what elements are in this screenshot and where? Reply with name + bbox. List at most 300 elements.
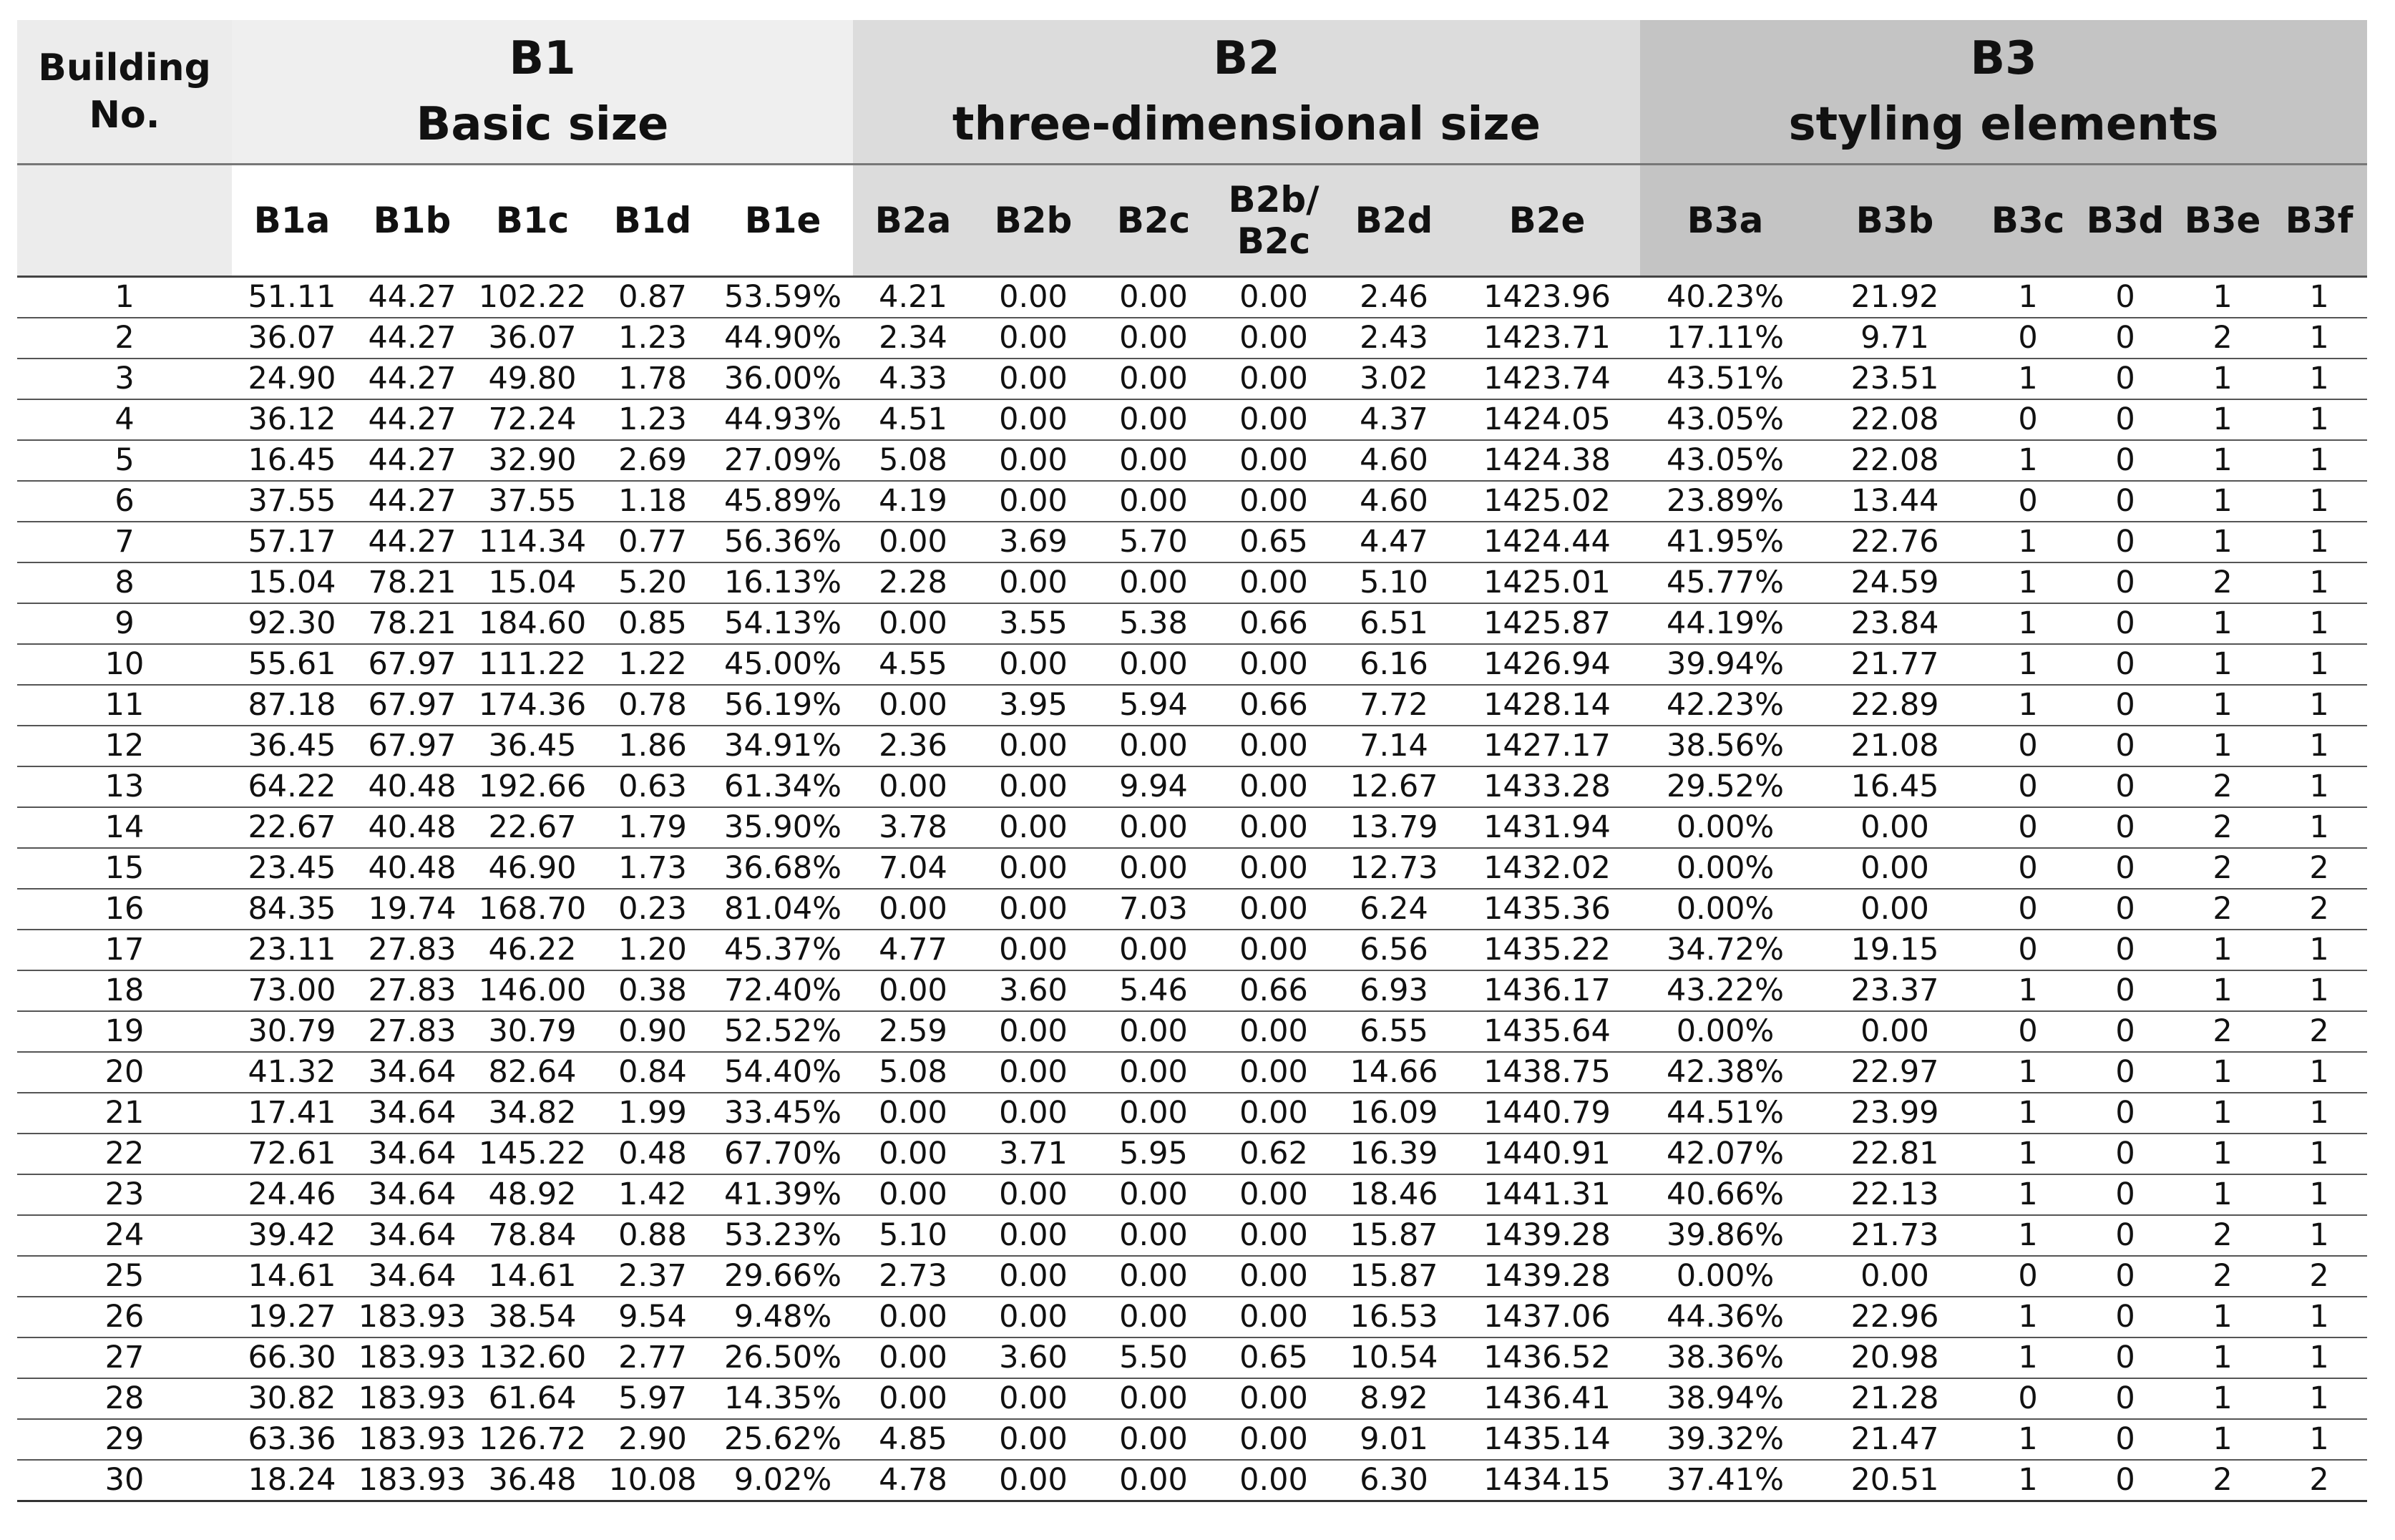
data-cell: 1 [2174,685,2271,726]
building-no-cell: 21 [17,1093,232,1134]
group-title: Basic size [416,98,669,151]
data-cell: 9.71 [1810,318,1979,359]
data-cell: 0 [1979,1378,2077,1419]
data-cell: 1 [2271,1093,2367,1134]
data-cell: 22.76 [1810,522,1979,562]
data-cell: 27.83 [352,1011,472,1052]
data-cell: 2 [2174,1460,2271,1501]
data-cell: 36.68% [713,848,853,889]
data-cell: 1435.36 [1454,889,1640,930]
table-row [17,726,2367,766]
data-cell: 0.88 [592,1215,713,1256]
data-cell: 10.54 [1334,1337,1454,1378]
data-cell: 30.79 [472,1011,592,1052]
building-no-cell: 20 [17,1052,232,1093]
data-cell: 0.00 [1093,399,1214,440]
data-cell: 38.56% [1640,726,1810,766]
data-cell: 3.55 [973,603,1093,644]
data-cell: 78.84 [472,1215,592,1256]
data-cell: 0 [1979,766,2077,807]
data-cell: 16.45 [232,440,352,481]
data-cell: 17.41 [232,1093,352,1134]
data-cell: 3.60 [973,1337,1093,1378]
data-cell: 0.00 [1093,481,1214,522]
table-row [17,848,2367,889]
data-cell: 1 [2271,1378,2367,1419]
data-cell: 0.00 [1214,440,1334,481]
column-header [1214,165,1334,277]
data-cell: 0.00 [973,848,1093,889]
group-header-row [17,20,2367,165]
data-cell: 1423.74 [1454,359,1640,399]
data-cell: 0.00 [973,807,1093,848]
data-cell: 0.00 [1093,440,1214,481]
data-cell: 0.38 [592,970,713,1011]
data-cell: 6.56 [1334,930,1454,970]
data-cell: 3.71 [973,1134,1093,1174]
data-cell: 0.00 [973,766,1093,807]
building-no-label-part: Building [38,47,211,89]
data-cell: 34.64 [352,1052,472,1093]
column-header: B1c [472,165,592,277]
data-cell: 192.66 [472,766,592,807]
data-cell: 4.77 [853,930,973,970]
data-cell: 7.04 [853,848,973,889]
data-cell: 1 [2271,603,2367,644]
data-cell: 1 [1979,1052,2077,1093]
data-cell: 24.59 [1810,562,1979,603]
building-no-cell: 13 [17,766,232,807]
data-cell: 45.89% [713,481,853,522]
data-cell: 1 [2271,644,2367,685]
data-cell: 34.64 [352,1215,472,1256]
data-cell: 5.50 [1093,1337,1214,1378]
data-cell: 1425.87 [1454,603,1640,644]
data-cell: 1 [2174,1419,2271,1460]
data-cell: 36.45 [232,726,352,766]
data-cell: 36.07 [472,318,592,359]
data-cell: 0.00 [973,1419,1093,1460]
data-cell: 0.00 [1214,318,1334,359]
table-row [17,1256,2367,1297]
data-cell: 1.20 [592,930,713,970]
data-cell: 1 [2174,359,2271,399]
data-cell: 2 [2174,807,2271,848]
building-no-cell: 17 [17,930,232,970]
building-no-cell: 14 [17,807,232,848]
data-cell: 82.64 [472,1052,592,1093]
data-cell: 1424.38 [1454,440,1640,481]
data-cell: 1 [2174,277,2271,318]
building-no-header [17,20,232,165]
data-cell: 1 [2271,1052,2367,1093]
data-cell: 36.48 [472,1460,592,1501]
data-cell: 30.79 [232,1011,352,1052]
data-cell: 1438.75 [1454,1052,1640,1093]
data-cell: 1.42 [592,1174,713,1215]
data-cell: 2.73 [853,1256,973,1297]
data-cell: 53.59% [713,277,853,318]
data-cell: 9.94 [1093,766,1214,807]
building-no-cell: 11 [17,685,232,726]
table-row [17,1337,2367,1378]
data-cell: 0.00 [853,970,973,1011]
data-cell: 22.08 [1810,399,1979,440]
data-cell: 22.13 [1810,1174,1979,1215]
data-cell: 0 [2077,1174,2174,1215]
data-cell: 2.90 [592,1419,713,1460]
data-cell: 29.52% [1640,766,1810,807]
data-cell: 0.00% [1640,1011,1810,1052]
data-cell: 72.40% [713,970,853,1011]
data-cell: 3.60 [973,970,1093,1011]
data-cell: 27.83 [352,930,472,970]
data-cell: 44.27 [352,399,472,440]
data-cell: 27.83 [352,970,472,1011]
data-cell: 1 [2174,1297,2271,1337]
data-cell: 36.12 [232,399,352,440]
data-cell: 1 [2174,1378,2271,1419]
data-cell: 0 [2077,318,2174,359]
data-cell: 4.19 [853,481,973,522]
data-cell: 7.72 [1334,685,1454,726]
data-cell: 36.00% [713,359,853,399]
data-cell: 1.23 [592,318,713,359]
data-cell: 15.04 [232,562,352,603]
data-cell: 0 [2077,1337,2174,1378]
data-cell: 55.61 [232,644,352,685]
data-cell: 25.62% [713,1419,853,1460]
data-cell: 1440.79 [1454,1093,1640,1134]
data-cell: 0 [2077,644,2174,685]
data-cell: 146.00 [472,970,592,1011]
table-row [17,277,2367,318]
data-cell: 0.00 [853,1297,973,1337]
data-cell: 0.00 [973,1052,1093,1093]
data-cell: 1 [2174,1093,2271,1134]
data-cell: 1 [2174,1052,2271,1093]
data-cell: 0.48 [592,1134,713,1174]
data-cell: 1 [1979,1134,2077,1174]
data-cell: 0.00 [1093,1256,1214,1297]
data-cell: 1424.44 [1454,522,1640,562]
data-cell: 43.05% [1640,440,1810,481]
data-cell: 0 [2077,481,2174,522]
data-cell: 0 [1979,930,2077,970]
data-cell: 1.86 [592,726,713,766]
building-no-cell: 2 [17,318,232,359]
table-row [17,1011,2367,1052]
table-row [17,1134,2367,1174]
data-cell: 6.51 [1334,603,1454,644]
data-cell: 0.00 [1093,1419,1214,1460]
table-row [17,1093,2367,1134]
table-row [17,644,2367,685]
data-cell: 53.23% [713,1215,853,1256]
data-cell: 2 [2174,318,2271,359]
data-cell: 5.08 [853,440,973,481]
group-header-b1 [232,20,853,165]
data-cell: 0.00 [853,603,973,644]
data-cell: 0.00 [1214,726,1334,766]
data-cell: 0.00 [853,889,973,930]
data-cell: 44.36% [1640,1297,1810,1337]
data-cell: 67.97 [352,685,472,726]
data-cell: 40.23% [1640,277,1810,318]
data-cell: 54.13% [713,603,853,644]
data-cell: 63.36 [232,1419,352,1460]
column-header: B3c [1979,165,2077,277]
data-cell: 1 [2271,399,2367,440]
data-cell: 0.00 [973,1174,1093,1215]
data-cell: 1 [2271,359,2367,399]
data-cell: 67.70% [713,1134,853,1174]
column-header: B1b [352,165,472,277]
building-no-cell: 3 [17,359,232,399]
data-cell: 23.11 [232,930,352,970]
data-cell: 23.84 [1810,603,1979,644]
data-cell: 1436.52 [1454,1337,1640,1378]
data-cell: 1 [2174,481,2271,522]
data-cell: 42.07% [1640,1134,1810,1174]
table-row [17,970,2367,1011]
data-cell: 0.00 [1214,399,1334,440]
data-cell: 1 [1979,644,2077,685]
data-cell: 0.00 [853,685,973,726]
data-cell: 0 [2077,685,2174,726]
data-cell: 0.62 [1214,1134,1334,1174]
data-cell: 132.60 [472,1337,592,1378]
column-header: B1e [713,165,853,277]
data-cell: 0 [2077,522,2174,562]
data-cell: 34.72% [1640,930,1810,970]
data-cell: 2.77 [592,1337,713,1378]
data-cell: 21.92 [1810,277,1979,318]
data-cell: 0.65 [1214,522,1334,562]
data-cell: 0.00 [1093,1093,1214,1134]
data-cell: 0 [2077,440,2174,481]
data-cell: 22.97 [1810,1052,1979,1093]
data-cell: 1424.05 [1454,399,1640,440]
data-cell: 0 [2077,807,2174,848]
data-cell: 0 [1979,726,2077,766]
data-cell: 45.00% [713,644,853,685]
data-cell: 0.00 [1093,277,1214,318]
data-cell: 0.65 [1214,1337,1334,1378]
building-no-cell: 28 [17,1378,232,1419]
data-cell: 0.00 [1214,1011,1334,1052]
data-cell: 0.00 [1093,807,1214,848]
data-cell: 23.51 [1810,359,1979,399]
table-row [17,359,2367,399]
data-cell: 42.38% [1640,1052,1810,1093]
data-cell: 21.28 [1810,1378,1979,1419]
data-cell: 1 [2174,440,2271,481]
data-cell: 4.51 [853,399,973,440]
data-cell: 5.70 [1093,522,1214,562]
group-code: B2 [1213,32,1280,85]
column-header-blank [17,165,232,277]
table-row [17,1174,2367,1215]
data-cell: 0 [2077,1378,2174,1419]
data-cell: 12.67 [1334,766,1454,807]
data-cell: 64.22 [232,766,352,807]
data-cell: 38.54 [472,1297,592,1337]
data-cell: 23.89% [1640,481,1810,522]
data-cell: 0 [2077,562,2174,603]
data-cell: 1 [1979,1460,2077,1501]
data-cell: 2.36 [853,726,973,766]
data-cell: 0 [1979,318,2077,359]
data-cell: 1423.96 [1454,277,1640,318]
data-cell: 0.00 [973,1011,1093,1052]
table-row [17,1052,2367,1093]
data-cell: 2.34 [853,318,973,359]
data-cell: 81.04% [713,889,853,930]
data-cell: 0.00 [1810,1256,1979,1297]
data-cell: 1 [2174,1134,2271,1174]
column-header: B2a [853,165,973,277]
data-cell: 1 [2271,1297,2367,1337]
group-code: B3 [1970,32,2037,85]
data-cell: 0.00 [1093,1174,1214,1215]
data-cell: 1 [2271,318,2367,359]
data-cell: 0.00 [853,1174,973,1215]
data-cell: 0 [2077,726,2174,766]
building-no-cell: 9 [17,603,232,644]
data-cell: 1 [2271,685,2367,726]
data-cell: 0.63 [592,766,713,807]
data-cell: 36.07 [232,318,352,359]
data-cell: 0.00 [1093,1052,1214,1093]
data-cell: 40.48 [352,848,472,889]
data-cell: 0 [1979,399,2077,440]
column-header: B3f [2271,165,2367,277]
data-cell: 0 [2077,848,2174,889]
table-row [17,1419,2367,1460]
table-row [17,1297,2367,1337]
data-cell: 39.94% [1640,644,1810,685]
data-cell: 1.18 [592,481,713,522]
column-header: B2e [1454,165,1640,277]
data-cell: 0 [2077,1215,2174,1256]
data-cell: 4.37 [1334,399,1454,440]
data-cell: 0.00 [1093,1215,1214,1256]
building-no-cell: 5 [17,440,232,481]
building-no-label-part: No. [89,94,160,137]
data-cell: 32.90 [472,440,592,481]
data-cell: 78.21 [352,603,472,644]
data-cell: 0.00 [1810,807,1979,848]
data-cell: 0.00 [1093,1297,1214,1337]
data-cell: 1 [2271,1174,2367,1215]
data-cell: 1.73 [592,848,713,889]
data-cell: 21.77 [1810,644,1979,685]
data-cell: 1427.17 [1454,726,1640,766]
data-cell: 18.24 [232,1460,352,1501]
data-cell: 1 [2174,726,2271,766]
building-no-cell: 18 [17,970,232,1011]
data-cell: 1 [2174,522,2271,562]
data-cell: 5.10 [1334,562,1454,603]
column-header: B3d [2077,165,2174,277]
data-cell: 1.99 [592,1093,713,1134]
data-cell: 20.98 [1810,1337,1979,1378]
data-cell: 72.24 [472,399,592,440]
data-cell: 1 [2271,440,2367,481]
data-cell: 1.23 [592,399,713,440]
data-cell: 0 [2077,1460,2174,1501]
data-cell: 33.45% [713,1093,853,1134]
data-cell: 0 [2077,889,2174,930]
data-cell: 0.66 [1214,685,1334,726]
data-cell: 43.05% [1640,399,1810,440]
data-cell: 67.97 [352,644,472,685]
data-cell: 0 [2077,766,2174,807]
building-no-cell: 22 [17,1134,232,1174]
data-cell: 1 [2271,1337,2367,1378]
data-cell: 1 [2271,970,2367,1011]
data-cell: 0.00 [1214,1093,1334,1134]
data-cell: 44.51% [1640,1093,1810,1134]
data-cell: 34.64 [352,1134,472,1174]
data-cell: 4.21 [853,277,973,318]
column-header: B2c [1093,165,1214,277]
data-cell: 0.00 [973,318,1093,359]
data-cell: 0.00% [1640,807,1810,848]
data-cell: 1 [1979,1215,2077,1256]
data-cell: 19.27 [232,1297,352,1337]
data-cell: 1 [1979,1297,2077,1337]
data-cell: 0.00 [973,644,1093,685]
data-cell: 34.91% [713,726,853,766]
data-cell: 2.46 [1334,277,1454,318]
data-cell: 9.02% [713,1460,853,1501]
data-cell: 4.55 [853,644,973,685]
building-no-cell: 7 [17,522,232,562]
table-row [17,1460,2367,1501]
table-row [17,318,2367,359]
data-cell: 1 [1979,277,2077,318]
data-cell: 111.22 [472,644,592,685]
data-cell: 0.00 [1093,1378,1214,1419]
data-cell: 0 [2077,399,2174,440]
building-data-table [17,20,2367,1502]
data-cell: 15.87 [1334,1256,1454,1297]
data-cell: 0.00 [1093,1011,1214,1052]
data-cell: 0.00 [1810,1011,1979,1052]
table-row [17,440,2367,481]
data-cell: 92.30 [232,603,352,644]
table-row [17,889,2367,930]
data-cell: 0.00 [973,359,1093,399]
data-cell: 0 [1979,848,2077,889]
data-cell: 40.48 [352,766,472,807]
data-cell: 1 [2174,603,2271,644]
data-cell: 1434.15 [1454,1460,1640,1501]
data-cell: 2 [2174,562,2271,603]
data-cell: 2.59 [853,1011,973,1052]
data-cell: 183.93 [352,1337,472,1378]
data-cell: 0.00 [1214,1419,1334,1460]
data-cell: 0.00 [1093,318,1214,359]
data-cell: 16.13% [713,562,853,603]
data-cell: 0 [1979,1011,2077,1052]
building-no-cell: 15 [17,848,232,889]
data-cell: 0.00 [973,481,1093,522]
data-cell: 35.90% [713,807,853,848]
table-row [17,930,2367,970]
